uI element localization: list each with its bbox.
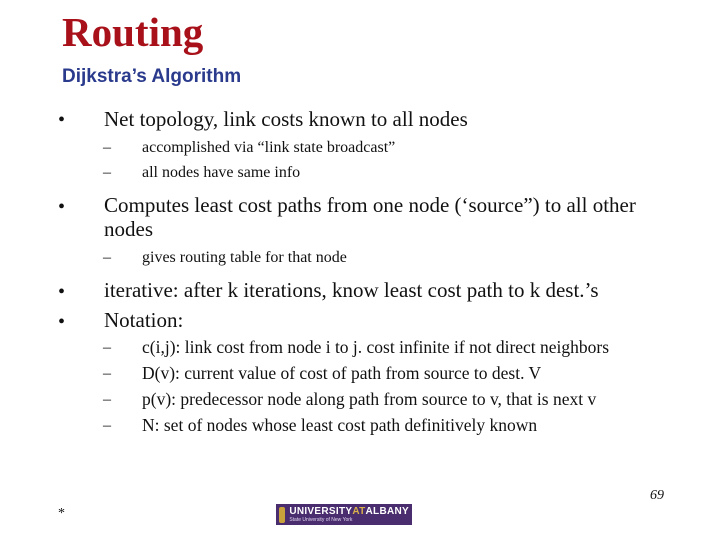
dash-marker: –: [103, 339, 111, 356]
sub-bullet-text: gives routing table for that node: [142, 249, 347, 266]
bullet-text: Computes least cost paths from one node (‘source”) to all other nodes: [104, 193, 636, 241]
dash-marker: –: [103, 249, 111, 266]
logo-wordmark: UNIVERSITYATALBANY: [289, 505, 409, 517]
dash-marker: –: [103, 139, 111, 156]
university-seal-icon: [279, 507, 285, 523]
logo-tagline: State University of New York: [289, 516, 353, 523]
bullet-text: Notation:: [104, 308, 184, 332]
sub-bullet-text: c(i,j): link cost from node i to j. cost infinite if not direct neighbors: [142, 337, 610, 357]
dash-marker: –: [103, 164, 111, 181]
dash-marker: –: [103, 417, 111, 434]
sub-bullet-text: all nodes have same info: [142, 164, 301, 181]
footer-mark: *: [58, 506, 65, 521]
bullet-marker: •: [58, 281, 66, 303]
bullet-marker: •: [58, 311, 66, 333]
slide-number: 69: [650, 488, 664, 503]
sub-bullet-text: D(v): current value of cost of path from source to dest. V: [142, 363, 542, 383]
slide-subtitle: Dijkstra’s Algorithm: [62, 66, 242, 87]
bullet-text: iterative: after k iterations, know least cost path to k dest.’s: [104, 278, 599, 302]
university-logo: [276, 504, 412, 525]
bullet-marker: •: [58, 109, 66, 131]
sub-bullet-text: p(v): predecessor node along path from source to v, that is next v: [142, 389, 597, 409]
bullet-text: Net topology, link costs known to all nodes: [104, 107, 468, 131]
sub-bullet-text: accomplished via “link state broadcast”: [142, 139, 396, 156]
dash-marker: –: [103, 365, 111, 382]
slide-title: Routing: [62, 9, 204, 55]
dash-marker: –: [103, 391, 111, 408]
sub-bullet-text: N: set of nodes whose least cost path definitively known: [142, 415, 538, 435]
bullet-marker: •: [58, 196, 66, 218]
